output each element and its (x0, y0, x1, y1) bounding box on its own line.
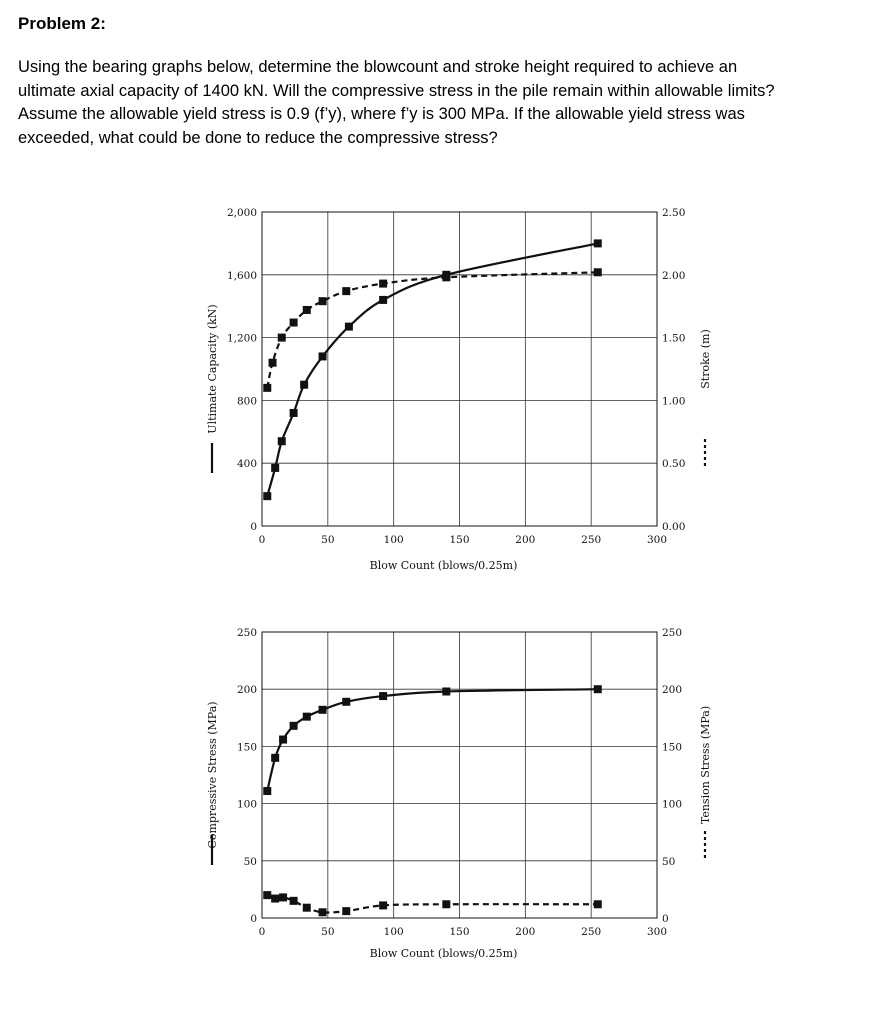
data-point-dashed-series (278, 334, 286, 342)
y-left-tick-label: 0 (250, 521, 257, 533)
x-tick-label: 50 (321, 534, 335, 546)
x-tick-label: 200 (515, 534, 536, 546)
data-point-solid-series (379, 692, 387, 700)
data-point-dashed-series (269, 359, 277, 367)
data-point-dashed-series (342, 907, 350, 915)
data-point-dashed-series (319, 297, 327, 305)
data-point-dashed-series (342, 287, 350, 295)
y-left-tick-label: 0 (250, 913, 257, 925)
x-tick-label: 0 (258, 926, 266, 938)
x-tick-label: 50 (321, 926, 335, 938)
y-right-tick-label: 100 (662, 798, 683, 811)
x-tick-label: 300 (646, 926, 668, 938)
data-point-solid-series (319, 706, 327, 714)
x-tick-label: 150 (449, 926, 470, 938)
x-tick-label: 100 (383, 534, 404, 546)
y-right-axis-title: Stroke (m) (699, 329, 712, 389)
data-point-solid-series (263, 787, 271, 795)
data-point-solid-series (279, 736, 287, 744)
data-point-dashed-series (442, 900, 450, 908)
data-point-solid-series (342, 698, 350, 706)
data-point-solid-series (300, 381, 308, 389)
y-right-axis-title: Tension Stress (MPa) (699, 705, 712, 825)
data-point-dashed-series (290, 897, 298, 905)
series-line-solid (267, 243, 597, 496)
y-right-tick-label: 150 (662, 741, 683, 754)
y-right-tick-label: 2.00 (662, 269, 686, 282)
problem-line: Assume the allowable yield stress is 0.9 (f’y), where f’y is 300 MPa. If the allowable yield stress was (18, 105, 745, 123)
x-tick-label: 150 (449, 534, 470, 546)
data-point-dashed-series (319, 908, 327, 916)
problem-line: exceeded, what could be done to reduce the compressive stress? (18, 128, 498, 147)
y-right-tick-label: 250 (662, 627, 683, 639)
problem-title: Problem 2: (18, 14, 106, 33)
data-point-dashed-series (442, 273, 450, 281)
y-left-tick-label: 200 (236, 684, 257, 697)
x-tick-label: 100 (383, 926, 404, 938)
x-tick-label: 200 (515, 926, 536, 938)
data-point-solid-series (263, 492, 271, 500)
y-right-tick-label: 1.50 (662, 332, 686, 345)
series-line-solid (267, 689, 597, 791)
data-point-solid-series (594, 239, 602, 247)
data-point-dashed-series (379, 901, 387, 909)
data-point-solid-series (303, 713, 311, 721)
y-right-tick-label: 0 (662, 913, 669, 925)
y-right-tick-label: 1.00 (662, 395, 686, 408)
y-left-tick-label: 800 (236, 395, 257, 408)
data-point-dashed-series (594, 900, 602, 908)
y-left-tick-label: 1,200 (226, 332, 257, 345)
data-point-dashed-series (290, 319, 298, 327)
x-axis-title: Blow Count (blows/0.25m) (369, 947, 518, 960)
y-right-tick-label: 0.00 (662, 521, 686, 533)
x-tick-label: 0 (258, 534, 266, 546)
x-tick-label: 300 (646, 534, 668, 546)
data-point-solid-series (290, 722, 298, 730)
data-point-solid-series (290, 409, 298, 417)
y-left-axis-title: Ultimate Capacity (kN) (206, 304, 219, 434)
data-point-dashed-series (303, 306, 311, 314)
series-line-dashed (267, 272, 597, 388)
data-point-solid-series (278, 437, 286, 445)
data-point-dashed-series (271, 895, 279, 903)
data-point-solid-series (319, 352, 327, 360)
y-left-tick-label: 100 (236, 798, 257, 811)
series-line-dashed (267, 895, 597, 912)
y-left-tick-label: 50 (243, 855, 257, 868)
x-tick-label: 250 (581, 534, 602, 546)
y-right-tick-label: 200 (662, 684, 683, 697)
data-point-solid-series (271, 464, 279, 472)
data-point-dashed-series (263, 384, 271, 392)
x-tick-label: 250 (581, 926, 602, 938)
y-left-tick-label: 2,000 (226, 207, 257, 219)
y-right-tick-label: 0.50 (662, 458, 686, 471)
data-point-dashed-series (303, 904, 311, 912)
y-left-tick-label: 1,600 (226, 269, 257, 282)
y-right-tick-label: 50 (662, 855, 676, 868)
data-point-dashed-series (279, 893, 287, 901)
data-point-dashed-series (263, 891, 271, 899)
data-point-dashed-series (594, 268, 602, 276)
data-point-solid-series (271, 754, 279, 762)
y-right-tick-label: 2.50 (662, 207, 686, 219)
y-left-axis-title: Compressive Stress (MPa) (206, 701, 219, 849)
y-left-tick-label: 400 (236, 458, 257, 471)
data-point-solid-series (442, 687, 450, 695)
problem-line: Using the bearing graphs below, determine the blowcount and stroke height required to achieve an (18, 58, 738, 76)
x-axis-title: Blow Count (blows/0.25m) (369, 559, 518, 572)
data-point-solid-series (379, 296, 387, 304)
y-left-tick-label: 250 (236, 627, 257, 639)
data-point-solid-series (345, 323, 353, 331)
data-point-dashed-series (379, 280, 387, 288)
y-left-tick-label: 150 (236, 741, 257, 754)
data-point-solid-series (594, 685, 602, 693)
problem-line: ultimate axial capacity of 1400 kN. Will the compressive stress in the pile remain within allowable limits? (18, 81, 775, 100)
